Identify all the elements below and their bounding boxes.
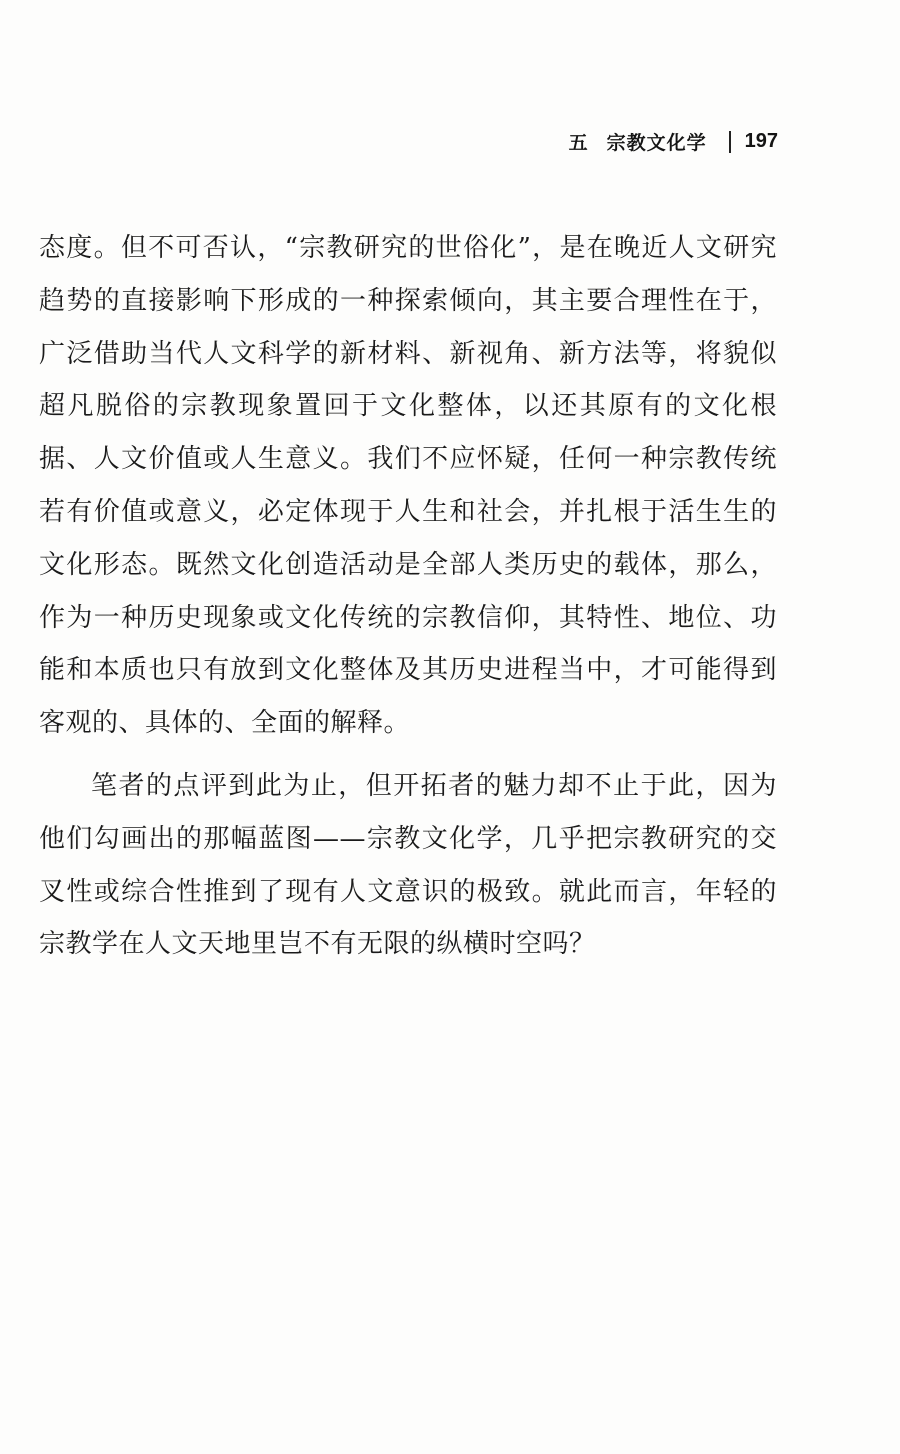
running-head [569,128,778,155]
chapter-title: 宗教文化学 [606,132,707,154]
paragraph-continuation: 态度。但不可否认，“宗教研究的世俗化”，是在晚近人文研究趋势的直接影响下形成的一种探索倾向，其主要合理性在于，广泛借助当代人文科学的新材料、新视角、新方法等，将貌似超凡脱俗的宗教现象置回于文化整体，以还其原有的文化根据、人文价值或人生意义。我们不应怀疑，任何一种宗教传统若有价值或意义，必定体现于人生和社会，并扎根于活生生的文化形态。既然文化创造活动是全部人类历史的载体，那么，作为一种历史现象或文化传统的宗教信仰，其特性、地位、功能和本质也只有放到文化整体及其历史进程当中，才可能得到客观的、具体的、全面的解释。 [39,233,777,739]
chapter-number: 五 [568,132,589,154]
page-number: 197 [744,130,778,152]
paragraph-closing: 笔者的点评到此为止，但开拓者的魅力却不止于此，因为他们勾画出的那幅蓝图——宗教文化学，几乎把宗教研究的交叉性或综合性推到了现有人文意识的极致。就此而言，年轻的宗教学在人文天地里岂不有无限的纵横时空吗？ [39,770,777,960]
header-divider [729,131,731,153]
body-text [39,222,777,971]
